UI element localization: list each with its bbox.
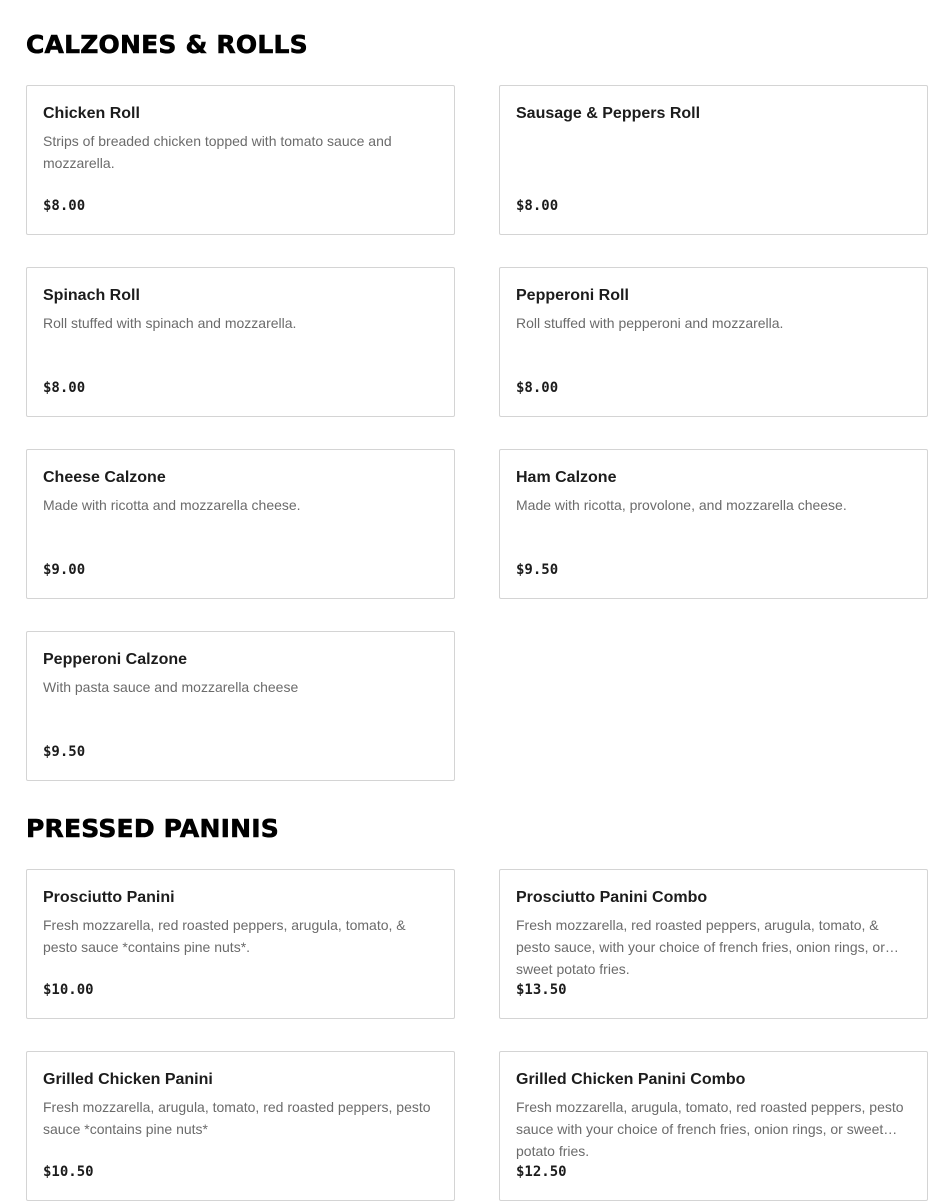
menu-item-card[interactable] [26,631,455,781]
menu-grid-calzones-rolls [26,85,928,781]
menu-item-card[interactable] [26,85,455,235]
menu-grid-pressed-paninis [26,869,928,1201]
menu-item-description: With pasta sauce and mozzarella cheese [43,679,299,695]
menu-item-description: Fresh mozzarella, red roasted peppers, arugula, tomato, & pesto sauce *contains pine nuts*. [43,917,406,955]
section-title-calzones-rolls: CALZONES & ROLLS [26,30,308,59]
menu-item-name: Grilled Chicken Panini [43,1071,213,1088]
menu-item-price: $10.50 [43,1164,94,1180]
menu-item-price: $12.50 [516,1164,567,1180]
menu-item-price: $8.00 [43,198,86,214]
menu-item-price: $9.50 [516,562,559,578]
menu-item-description: Made with ricotta, provolone, and mozzarella cheese. [516,497,847,513]
menu-item-price: $13.50 [516,982,567,998]
menu-item-description: Fresh mozzarella, arugula, tomato, red roasted peppers, pesto sauce *contains pine nuts* [43,1099,431,1137]
menu-item-name: Pepperoni Roll [516,287,629,304]
menu-item-price: $10.00 [43,982,94,998]
menu-item-name: Prosciutto Panini [43,889,175,906]
menu-item-name: Prosciutto Panini Combo [516,889,708,906]
menu-item-description: Fresh mozzarella, red roasted peppers, arugula, tomato, & pesto sauce, with your choice of french fries, onion rings, or sweet potato fries. [516,917,885,977]
menu-item-description: Roll stuffed with pepperoni and mozzarella. [516,315,784,331]
menu-item-card[interactable] [499,85,928,235]
menu-item-name: Chicken Roll [43,105,140,122]
menu-item-name: Grilled Chicken Panini Combo [516,1071,746,1088]
menu-item-description: Strips of breaded chicken topped with tomato sauce and mozzarella. [43,133,392,171]
menu-item-card[interactable] [499,1051,928,1201]
menu-item-name: Cheese Calzone [43,469,166,486]
menu-item-card[interactable] [26,1051,455,1201]
menu-item-price: $8.00 [516,380,559,396]
menu-item-price: $8.00 [43,380,86,396]
menu-item-description: Roll stuffed with spinach and mozzarella. [43,315,297,331]
menu-item-card[interactable] [499,449,928,599]
menu-item-name: Spinach Roll [43,287,140,304]
menu-item-price: $8.00 [516,198,559,214]
menu-item-price: $9.00 [43,562,86,578]
menu-item-name: Sausage & Peppers Roll [516,105,701,122]
section-title-pressed-paninis: PRESSED PANINIS [26,814,279,843]
menu-item-card[interactable] [499,869,928,1019]
menu-item-name: Ham Calzone [516,469,617,486]
menu-item-description: Fresh mozzarella, arugula, tomato, red roasted peppers, pesto sauce with your choice of french fries, onion rings, or sweet potato fries. [516,1099,904,1159]
menu-item-card[interactable] [26,267,455,417]
menu-item-card[interactable] [26,869,455,1019]
menu-item-price: $9.50 [43,744,86,760]
menu-item-card[interactable] [26,449,455,599]
menu-item-description: Made with ricotta and mozzarella cheese. [43,497,301,513]
menu-item-name: Pepperoni Calzone [43,651,188,668]
menu-item-card[interactable] [499,267,928,417]
